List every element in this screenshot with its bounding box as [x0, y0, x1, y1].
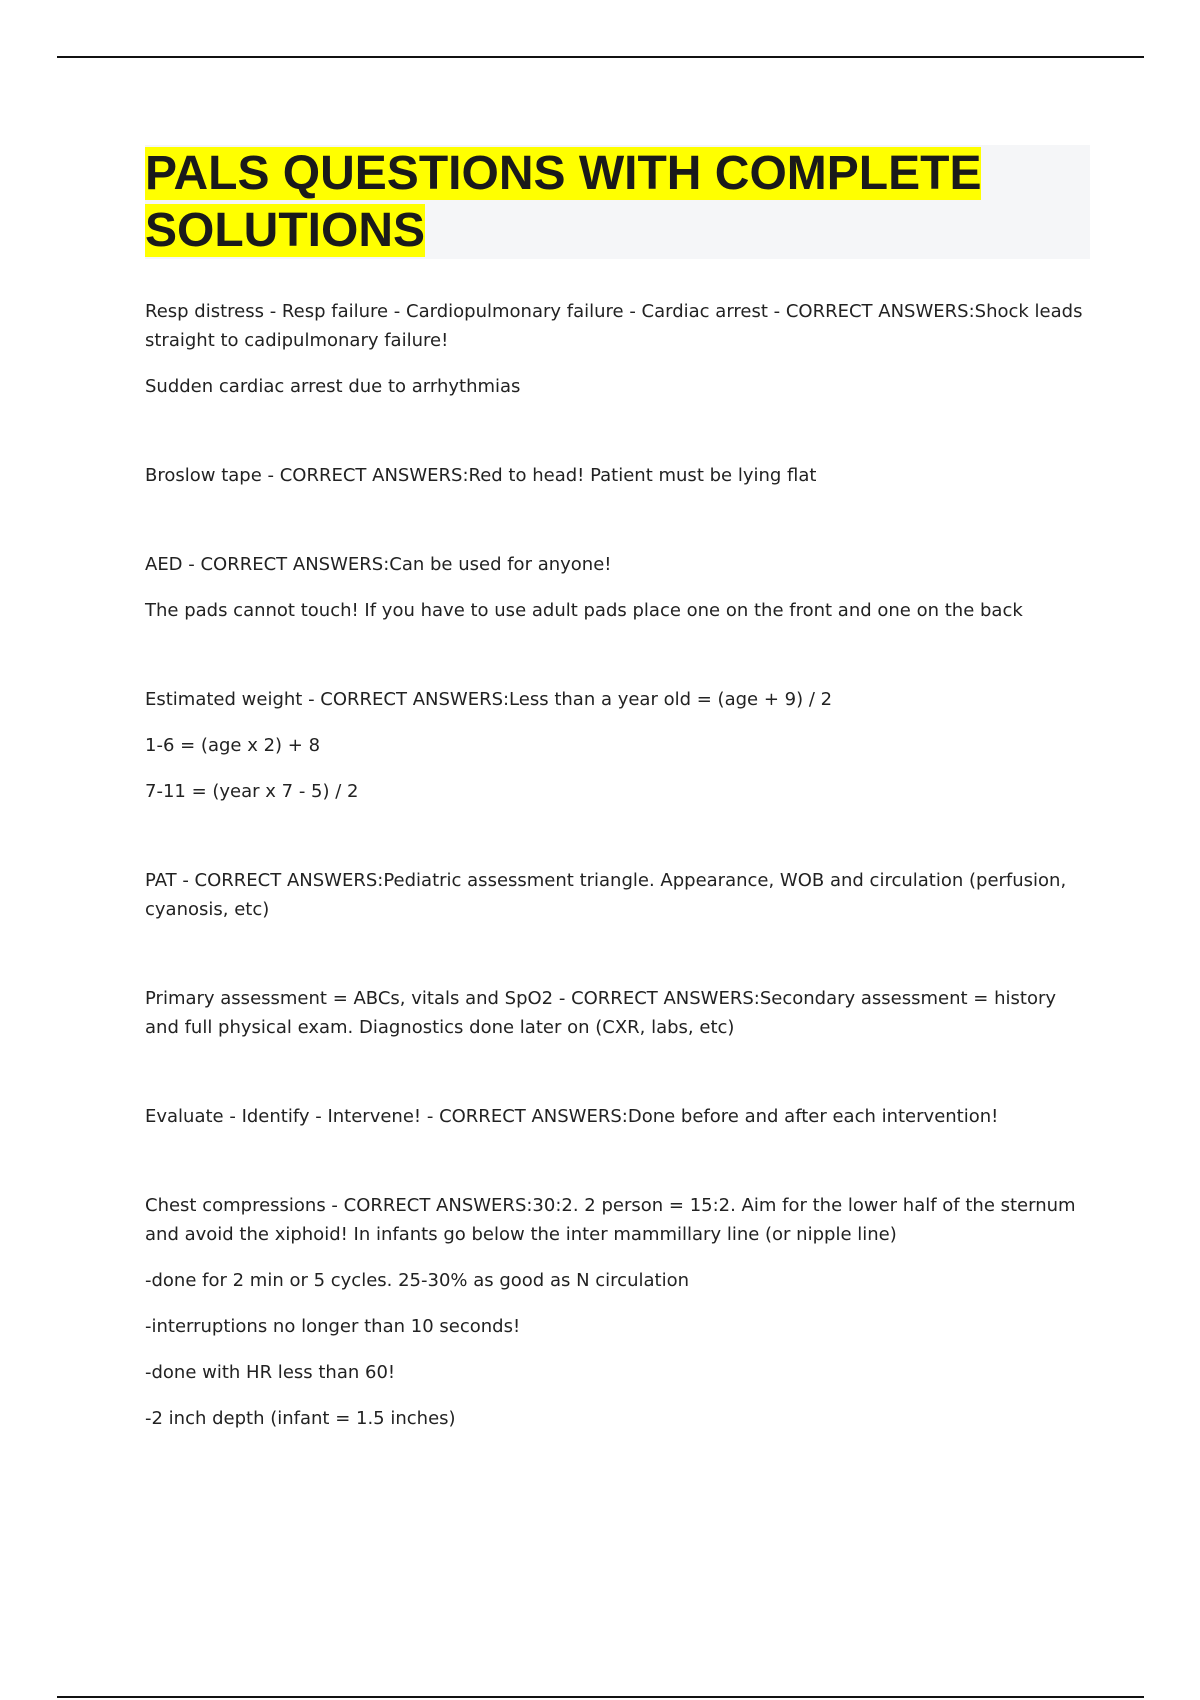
qa-entry [145, 866, 1090, 924]
qa-list [145, 297, 1090, 1433]
page-title [145, 145, 1090, 259]
title-highlight: PALS QUESTIONS WITH COMPLETE SOLUTIONS [145, 147, 982, 257]
qa-detail-line: -done with HR less than 60! [145, 1362, 396, 1383]
qa-entry [145, 461, 1090, 490]
qa-entry [145, 984, 1090, 1042]
document-body [145, 145, 1090, 1493]
qa-detail-line: -done for 2 min or 5 cycles. 25-30% as good as N circulation [145, 1270, 689, 1291]
qa-question-answer: Evaluate - Identify - Intervene! - CORRECT ANSWERS:Done before and after each intervention! [145, 1106, 999, 1127]
qa-question-answer: Primary assessment = ABCs, vitals and SpO2 - CORRECT ANSWERS:Secondary assessment = history and full physical exam. Diagnostics done later on (CXR, labs, etc) [145, 988, 1057, 1038]
qa-entry [145, 550, 1090, 625]
qa-detail-line: 7-11 = (year x 7 - 5) / 2 [145, 781, 359, 802]
qa-entry [145, 1191, 1090, 1433]
qa-detail-line: The pads cannot touch! If you have to use adult pads place one on the front and one on the back [145, 600, 1023, 621]
qa-question-answer: Resp distress - Resp failure - Cardiopulmonary failure - Cardiac arrest - CORRECT ANSWERS:Shock leads straight to cadipulmonary failure! [145, 301, 1083, 351]
qa-detail-line: -2 inch depth (infant = 1.5 inches) [145, 1408, 456, 1429]
qa-entry [145, 685, 1090, 806]
footer-rule [57, 1696, 1144, 1698]
qa-detail-line: Sudden cardiac arrest due to arrhythmias [145, 376, 521, 397]
header-rule [57, 56, 1144, 58]
qa-question-answer: AED - CORRECT ANSWERS:Can be used for anyone! [145, 554, 612, 575]
title-block [145, 145, 1090, 259]
qa-question-answer: Broslow tape - CORRECT ANSWERS:Red to head! Patient must be lying flat [145, 465, 817, 486]
qa-entry [145, 297, 1090, 401]
qa-question-answer: Chest compressions - CORRECT ANSWERS:30:2. 2 person = 15:2. Aim for the lower half of the sternum and avoid the xiphoid! In infants go below the inter mammillary line (or nipple line) [145, 1195, 1076, 1245]
qa-detail-line: 1-6 = (age x 2) + 8 [145, 735, 321, 756]
qa-detail-line: -interruptions no longer than 10 seconds! [145, 1316, 521, 1337]
qa-entry [145, 1102, 1090, 1131]
qa-question-answer: PAT - CORRECT ANSWERS:Pediatric assessment triangle. Appearance, WOB and circulation (perfusion, cyanosis, etc) [145, 870, 1067, 920]
qa-question-answer: Estimated weight - CORRECT ANSWERS:Less than a year old = (age + 9) / 2 [145, 689, 833, 710]
